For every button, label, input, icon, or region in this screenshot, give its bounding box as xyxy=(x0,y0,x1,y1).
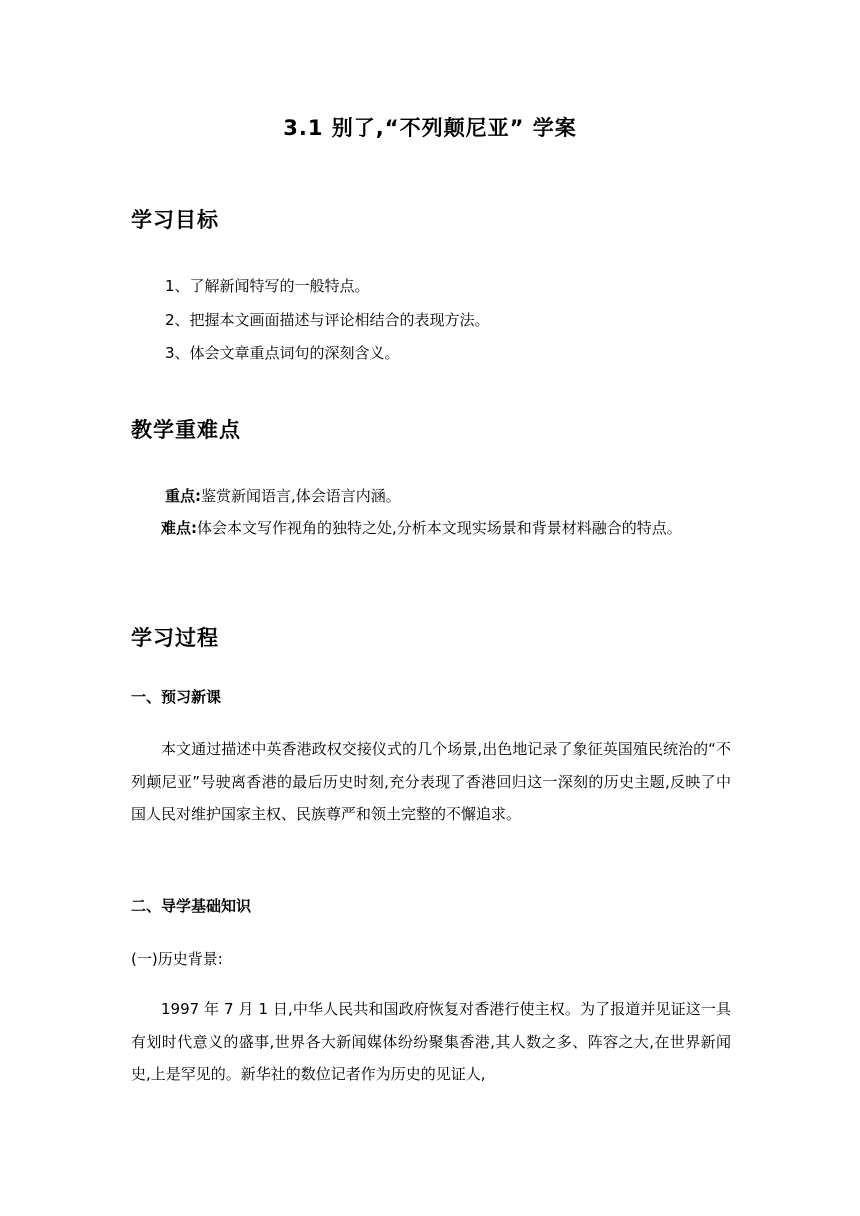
focus-label: 重点: xyxy=(165,487,201,505)
objectives-heading: 学习目标 xyxy=(131,208,219,232)
objective-item-3: 3、体会文章重点词句的深刻含义。 xyxy=(165,344,400,362)
section-preview-text: 本文通过描述中英香港政权交接仪式的几个场景,出色地记录了象征英国殖民统治的“不列颠尼亚”号驶离香港的最后历史时刻,充分表现了香港回归这一深刻的历史主题,反映了中国人民对维护国家主权、民族尊严和领土完整的不懈追求。 xyxy=(131,740,731,823)
subsection-history-text: 1997 年 7 月 1 日,中华人民共和国政府恢复对香港行使主权。为了报道并见证这一具有划时代意义的盛事,世界各大新闻媒体纷纷聚集香港,其人数之多、阵容之大,在世界新闻史,上是罕见的。新华社的数位记者作为历史的见证人, xyxy=(131,1000,731,1083)
focus-point xyxy=(165,485,401,506)
objective-item-1: 1、了解新闻特写的一般特点。 xyxy=(165,277,370,295)
difficulty-point xyxy=(131,512,731,545)
focus-text: 鉴赏新闻语言,体会语言内涵。 xyxy=(201,487,401,505)
section-basics-heading: 二、导学基础知识 xyxy=(131,897,252,915)
document-title: 3.1 别了,“不列颠尼亚” 学案 xyxy=(283,116,577,140)
objective-item-2: 2、把握本文画面描述与评论相结合的表现方法。 xyxy=(165,311,490,329)
difficulty-text: 体会本文写作视角的独特之处,分析本文现实场景和背景材料融合的特点。 xyxy=(197,519,682,537)
section-preview-heading: 一、预习新课 xyxy=(131,688,222,706)
process-heading: 学习过程 xyxy=(131,626,219,650)
subsection-history-heading: (一)历史背景: xyxy=(131,950,223,968)
difficulty-label: 难点: xyxy=(161,519,197,537)
key-points-heading: 教学重难点 xyxy=(131,418,241,442)
